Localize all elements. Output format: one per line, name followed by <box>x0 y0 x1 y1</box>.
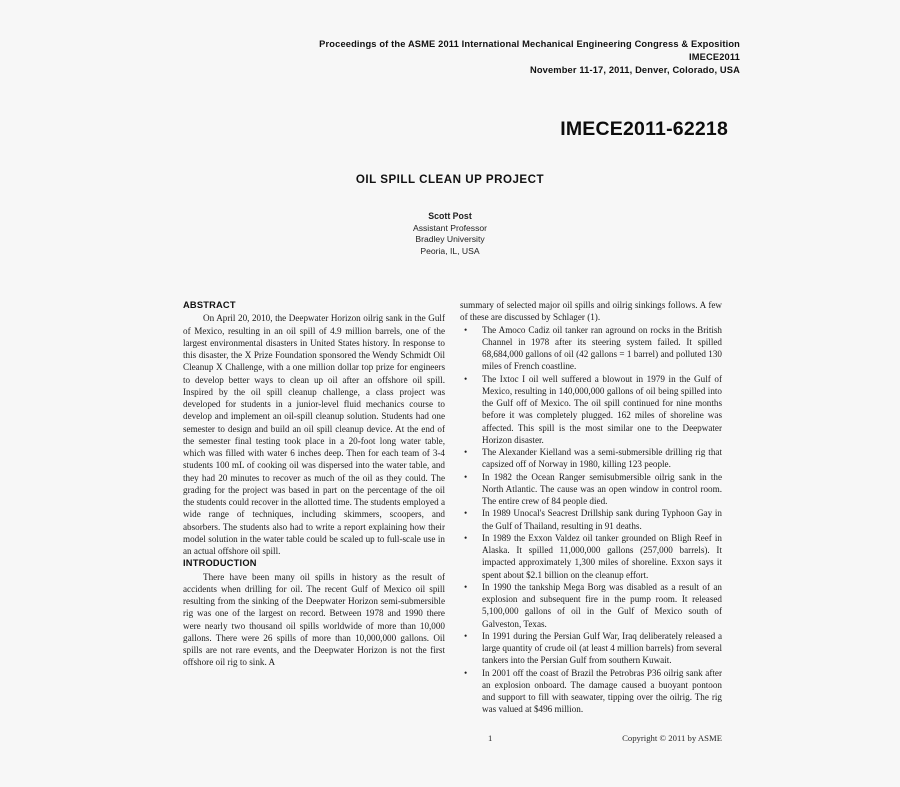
list-item <box>460 581 722 630</box>
copyright-notice: Copyright © 2011 by ASME <box>622 733 722 743</box>
list-item <box>460 324 722 373</box>
list-item-text: In 1989 Unocal's Seacrest Drillship sank during Typhoon Gay in the Gulf of Thailand, resulting in 91 deaths. <box>482 508 722 531</box>
list-item <box>460 630 722 667</box>
column-right <box>460 299 722 716</box>
bullet-icon: • <box>464 471 468 482</box>
bullet-icon: • <box>464 324 468 335</box>
abstract-paragraph: On April 20, 2010, the Deepwater Horizon oilrig sank in the Gulf of Mexico, resulting in an oil spill of 4.9 million barrels, one of the largest environmental disasters in United States history. In response to this disaster, the X Prize Foundation sponsored the Wendy Schmidt Oil Cleanup X Challenge, with a one million dollar top prize for engineers to develop better ways to clean up oil after an offshore oil spill. Inspired by the oil spill cleanup challenge, a class project was developed for students in a junior-level fluid mechanics course to develop and implement an oil-spill cleanup solution. Students had one semester to design and build an oil spill cleanup device. At the end of the semester final testing took place in a 20-foot long water table, which was filled with water 6 inches deep. Then for each team of 3-4 students 100 mL of cooking oil was dispersed into the water table, and they had 20 minutes to recover as much of the oil as they could. The grading for the project was based in part on the percentage of the oil the students could recover in the allotted time. The students employed a wide range of techniques, including skimmers, scoopers, and absorbers. The students also had to write a report explaining how their model solution in the water table could be scaled up to full-scale use in an actual offshore oil spill. <box>183 313 445 556</box>
list-item <box>460 667 722 716</box>
bullet-icon: • <box>464 532 468 543</box>
list-item-text: The Amoco Cadiz oil tanker ran aground on rocks in the British Channel in 1978 after its steering system failed. It spilled 68,684,000 gallons of oil (42 gallons = 1 barrel) and polluted 130 miles of French coastline. <box>482 324 722 372</box>
bullet-icon: • <box>464 373 468 384</box>
bullet-icon: • <box>464 667 468 678</box>
running-header <box>160 38 740 78</box>
introduction-heading: INTRODUCTION <box>183 558 257 569</box>
header-line-event-code: IMECE2011 <box>689 52 740 63</box>
list-item-text: In 1991 during the Persian Gulf War, Iraq deliberately released a large quantity of crude oil (at least 4 million barrels) from several tankers into the Persian Gulf from southern Kuwait. <box>482 630 722 666</box>
paper-number: IMECE2011-62218 <box>560 118 728 140</box>
bullet-icon: • <box>464 581 468 592</box>
header-line-date-location: November 11-17, 2011, Denver, Colorado, USA <box>529 65 740 76</box>
introduction-paragraph-part2: summary of selected major oil spills and oilrig sinkings follows. A few of these are discussed by Schlager (1). <box>460 300 722 323</box>
author-block <box>0 211 900 257</box>
page-title: OIL SPILL CLEAN UP PROJECT <box>355 173 545 186</box>
list-item <box>460 507 722 532</box>
list-item <box>460 373 722 447</box>
bullet-icon: • <box>464 630 468 641</box>
list-item-text: The Alexander Kielland was a semi-submersible drilling rig that capsized off of Norway in 1980, killing 123 people. <box>482 447 722 470</box>
author-affiliation: Bradley University <box>415 234 485 245</box>
abstract-heading: ABSTRACT <box>183 300 236 310</box>
page-number: 1 <box>488 733 493 743</box>
list-item-text: In 1982 the Ocean Ranger semisubmersible oilrig sank in the North Atlantic. The cause was an open window in control room. The entire crew of 84 people died. <box>482 471 722 506</box>
author-name: Scott Post <box>428 211 472 221</box>
list-item-text: In 1990 the tankship Mega Borg was disabled as a result of an explosion and subsequent fire in the pump room. It released 5,100,000 gallons of oil in the Gulf of Mexico south of Galveston, Texas. <box>482 581 722 629</box>
author-role: Assistant Professor <box>412 222 488 233</box>
list-item-text: The Ixtoc I oil well suffered a blowout in 1979 in the Gulf of Mexico, resulting in 140,000,000 gallons of oil being spilled into the Gulf off of Mexico. The oil spill continued for nine months before it was completely plugged. 162 miles of shoreline was affected. This spill is the most similar one to the Deepwater Horizon disaster. <box>482 373 722 445</box>
list-item <box>460 471 722 508</box>
column-left <box>183 299 445 669</box>
bullet-icon: • <box>464 447 468 457</box>
list-item <box>460 532 722 581</box>
list-item <box>460 446 722 471</box>
spill-list <box>460 324 722 716</box>
list-item-text: In 2001 off the coast of Brazil the Petrobras P36 oilrig sank after an explosion onboard. The damage caused a buoyant pontoon and support to fill with seawater, tipping over the oilrig. The rig was valued at $496 million. <box>482 667 722 715</box>
header-line-conference: Proceedings of the ASME 2011 International Mechanical Engineering Congress & Exposition <box>319 39 740 49</box>
bullet-icon: • <box>464 508 468 519</box>
list-item-text: In 1989 the Exxon Valdez oil tanker grounded on Bligh Reef in Alaska. It spilled 11,000,000 gallons (257,000 barrels). It impacted approximately 1,300 miles of shoreline. Exxon says it spent about $2.1 billion on the cleanup effort. <box>482 532 722 580</box>
introduction-paragraph-part1: There have been many oil spills in history as the result of accidents when drilling for oil. The recent Gulf of Mexico oil spill resulting from the sinking of the Deepwater Horizon semi-submersible rig was one of the largest on record. Between 1978 and 1990 there were nearly two thousand oil spills worldwide of more than 10,000 gallons. There were 26 spills of more than 10,000,000 gallons. Oil spills are not rare events, and the Deepwater Horizon is not the first offshore oil rig to sink. A <box>183 571 445 668</box>
author-location: Peoria, IL, USA <box>420 245 480 256</box>
